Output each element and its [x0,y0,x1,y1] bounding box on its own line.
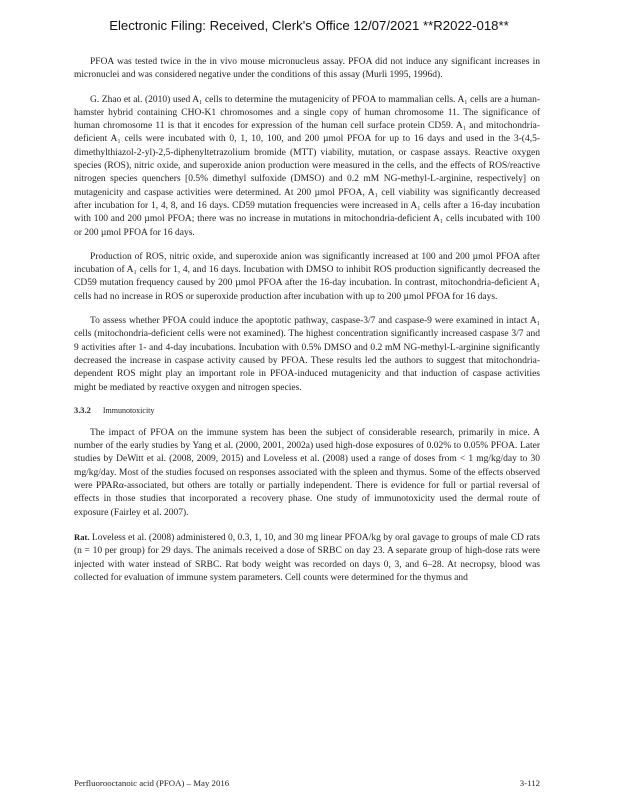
section-heading [74,406,540,415]
page-footer [74,778,540,788]
section-title: Immunotoxicity [102,405,155,415]
document-body [74,56,540,596]
paragraph-rat-text: Loveless et al. (2008) administered 0, 0.3, 1, 10, and 30 mg linear PFOA/kg by oral gavage to groups of male CD rats (n = 10 per group) for 29 days. The animals received a dose of SRBC on day 23. A separate group of high-dose rats were injected with water instead of SRBC. Rat body weight was recorded on days 0, 3, and 6–28. At necropsy, blood was collected for evaluation of immune system parameters. Cell counts were determined for the thymus and [74,532,541,583]
section-number: 3.3.2 [74,405,91,415]
runin-label-rat: Rat. [74,531,90,542]
filing-header: Electronic Filing: Received, Clerk's Office 12/07/2021 **R2022-018** [109,18,509,33]
paragraph-rat-study [74,531,540,585]
paragraph-immune-overview: The impact of PFOA on the immune system has been the subject of considerable research, primarily in mice. A number of the early studies by Yang et al. (2000, 2001, 2002a) used high-dose exposures of 0.02% to 0.05% PFOA. Later studies by DeWitt et al. (2008, 2009, 2015) and Loveless et al. (2008) used a range of doses from < 1 mg/kg/day to 30 mg/kg/day. Most of the studies focused on responses associated with the spleen and thymus. Some of the effects observed were PPARα-associated, but others are totally or partially independent. There is evidence for full or partial reversal of effects in those studies that incorporated a recovery phase. One study of immunotoxicity used the dermal route of exposure (Fairley et al. 2007). [74,427,540,518]
paragraph-ros-production: Production of ROS, nitric oxide, and superoxide anion was significantly increased at 100 and 200 µmol PFOA after incubation of A₁ cells for 1, 4, and 16 days. Incubation with DMSO to inhibit ROS production significantly decreased the CD59 mutation frequency caused by 200 µmol PFOA after the 16-day incubation. In contrast, mitochondria-deficient A₁ cells had no increase in ROS or superoxide production after incubation with up to 200 µmol PFOA for 16 days. [74,251,540,302]
paragraph-zhao-study: G. Zhao et al. (2010) used A₁ cells to determine the mutagenicity of PFOA to mammalian cells. A₁ cells are a human-hamster hybrid containing CHO-K1 chromosomes and a single copy of human chromosome 11. The significance of human chromosome 11 is that it encodes for expression of the human cell surface protein CD59. A₁ and mitochondria-deficient A₁ cells were incubated with 0, 1, 10, 100, and 200 µmol PFOA for up to 16 days and used in the 3-(4,5-dimethylthiazol-2-yl)-2,5-diphenyltetrazolium bromide (MTT) viability, mutation, or caspase assays. Reactive oxygen species (ROS), nitric oxide, and superoxide anion production were measured in the cells, and the effects of ROS/reactive nitrogen species quenchers [0.5% dimethyl sulfoxide (DMSO) and 0.2 mM NG-methyl-L-arginine, respectively] on mutagenicity and caspase activities were determined. At 200 µmol PFOA, A₁ cell viability was significantly decreased after incubation for 1, 4, 8, and 16 days. CD59 mutation frequencies were increased in A₁ cells after a 16-day incubation with 100 and 200 µmol PFOA; there was no increase in mutations in mitochondria-deficient A₁ cells incubated with 100 or 200 µmol PFOA for 16 days. [74,94,540,238]
footer-document-title: Perfluorooctanoic acid (PFOA) – May 2016 [74,778,230,788]
paragraph-caspase: To assess whether PFOA could induce the apoptotic pathway, caspase-3/7 and caspase-9 were examined in intact A₁ cells (mitochondria-deficient cells were not examined). The highest concentration significantly increased caspase 3/7 and 9 activities after 1- and 4-day incubations. Incubation with 0.5% DMSO and 0.2 mM NG-methyl-L-arginine significantly decreased the increase in caspase activity caused by PFOA. These results led the authors to suggest that mitochondria-dependent ROS might play an important role in PFOA-induced mutagenicity and that induction of caspase activities might be mediated by reactive oxygen and nitrogen species. [74,316,540,393]
paragraph-micronucleus: PFOA was tested twice in the in vivo mouse micronucleus assay. PFOA did not induce any significant increases in micronuclei and was considered negative under the conditions of this assay (Murli 1995, 1996d). [74,57,540,81]
page-number: 3-112 [519,778,540,788]
